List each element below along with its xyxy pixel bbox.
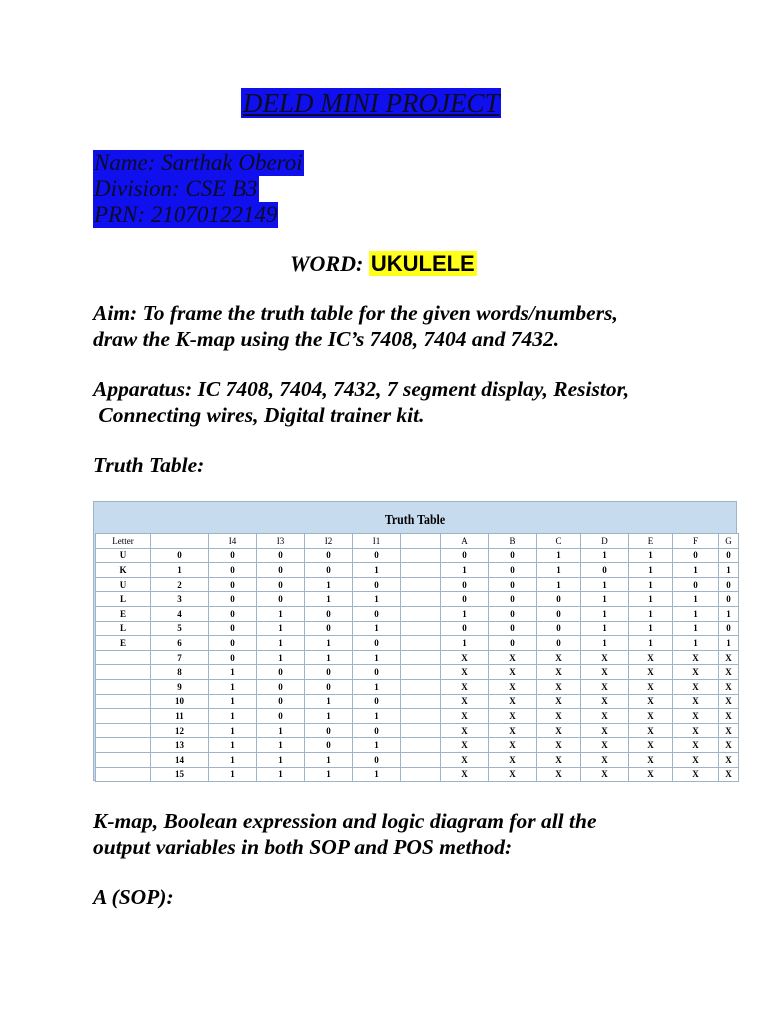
table-cell: X — [441, 723, 489, 738]
table-cell — [401, 621, 441, 636]
table-cell: 1 — [719, 636, 739, 651]
table-cell: X — [719, 679, 739, 694]
table-cell — [96, 650, 151, 665]
table-header-cell: A — [441, 534, 489, 549]
table-cell: 1 — [305, 752, 353, 767]
table-cell: 0 — [353, 694, 401, 709]
table-cell: X — [537, 709, 581, 724]
table-cell: 0 — [305, 738, 353, 753]
table-cell: 1 — [305, 709, 353, 724]
table-cell: E — [96, 606, 151, 621]
table-cell: 1 — [353, 679, 401, 694]
table-cell — [401, 577, 441, 592]
table-cell: 1 — [353, 650, 401, 665]
table-cell: 0 — [305, 723, 353, 738]
table-row — [96, 606, 739, 621]
table-cell: 0 — [209, 592, 257, 607]
apparatus-paragraph: Apparatus: IC 7408, 7404, 7432, 7 segment display, Resistor, Connecting wires, Digital trainer kit. — [93, 377, 630, 427]
table-cell: X — [629, 665, 673, 680]
table-cell: 4 — [151, 606, 209, 621]
table-cell: X — [719, 738, 739, 753]
table-cell: 0 — [209, 650, 257, 665]
document-title: DELD MINI PROJECT — [243, 88, 500, 118]
table-cell: 0 — [151, 548, 209, 563]
table-cell: 2 — [151, 577, 209, 592]
table-cell: E — [96, 636, 151, 651]
table-cell: X — [673, 679, 719, 694]
table-cell: 0 — [305, 621, 353, 636]
table-cell: 10 — [151, 694, 209, 709]
table-cell — [401, 665, 441, 680]
table-cell: 0 — [719, 548, 739, 563]
table-cell: 0 — [673, 548, 719, 563]
table-cell — [96, 723, 151, 738]
table-cell: 1 — [257, 738, 305, 753]
table-header-cell: C — [537, 534, 581, 549]
table-cell: 15 — [151, 767, 209, 782]
table-cell: X — [581, 738, 629, 753]
table-cell: 0 — [305, 563, 353, 578]
table-cell: 1 — [441, 563, 489, 578]
table-cell: 1 — [257, 650, 305, 665]
table-cell: 0 — [489, 592, 537, 607]
table-cell: 1 — [353, 738, 401, 753]
student-division: Division: CSE B3 — [94, 176, 258, 201]
table-cell — [401, 592, 441, 607]
table-header-cell: I2 — [305, 534, 353, 549]
table-row — [96, 621, 739, 636]
table-cell: X — [719, 752, 739, 767]
table-cell: X — [537, 694, 581, 709]
table-cell: 0 — [209, 621, 257, 636]
table-cell: 11 — [151, 709, 209, 724]
table-cell: 1 — [257, 606, 305, 621]
table-row — [96, 752, 739, 767]
table-row — [96, 665, 739, 680]
table-cell: 0 — [537, 592, 581, 607]
table-cell: X — [673, 738, 719, 753]
table-cell: 1 — [353, 621, 401, 636]
table-cell: L — [96, 592, 151, 607]
table-cell: X — [489, 709, 537, 724]
table-cell — [401, 606, 441, 621]
table-header-cell — [401, 534, 441, 549]
table-cell: X — [537, 665, 581, 680]
table-cell — [96, 709, 151, 724]
table-cell: X — [537, 723, 581, 738]
kmap-heading: K-map, Boolean expression and logic diagram for all the output variables in both SOP and POS method: — [93, 809, 597, 859]
table-cell: 1 — [353, 563, 401, 578]
table-cell: 0 — [257, 665, 305, 680]
table-cell: X — [629, 738, 673, 753]
table-cell — [401, 767, 441, 782]
table-cell: 0 — [305, 679, 353, 694]
table-cell — [96, 665, 151, 680]
table-cell: X — [629, 650, 673, 665]
table-cell: X — [629, 679, 673, 694]
table-header-cell: I4 — [209, 534, 257, 549]
table-cell: X — [719, 709, 739, 724]
table-header-cell: F — [673, 534, 719, 549]
table-cell: 1 — [353, 592, 401, 607]
table-cell: X — [629, 767, 673, 782]
table-cell: K — [96, 563, 151, 578]
table-cell: 1 — [257, 723, 305, 738]
table-cell — [401, 679, 441, 694]
table-cell: 1 — [305, 636, 353, 651]
table-cell: 1 — [209, 723, 257, 738]
table-row — [96, 592, 739, 607]
table-cell — [401, 723, 441, 738]
table-header-cell: Letter — [96, 534, 151, 549]
table-cell: 0 — [257, 548, 305, 563]
table-cell: 0 — [209, 606, 257, 621]
table-header-cell: B — [489, 534, 537, 549]
table-cell: 0 — [257, 694, 305, 709]
table-cell: 1 — [581, 621, 629, 636]
table-cell: 0 — [353, 723, 401, 738]
table-cell: 3 — [151, 592, 209, 607]
table-cell: X — [537, 679, 581, 694]
word-value: UKULELE — [370, 251, 475, 276]
table-cell: 0 — [441, 621, 489, 636]
table-cell: 1 — [257, 767, 305, 782]
table-cell: 0 — [489, 548, 537, 563]
table-cell: X — [537, 650, 581, 665]
table-cell: 0 — [353, 606, 401, 621]
table-cell: 0 — [305, 548, 353, 563]
table-cell: 0 — [257, 563, 305, 578]
table-cell: 9 — [151, 679, 209, 694]
table-cell: 1 — [441, 606, 489, 621]
table-cell: 0 — [537, 636, 581, 651]
table-cell: 0 — [353, 665, 401, 680]
table-row — [96, 563, 739, 578]
table-row — [96, 548, 739, 563]
table-cell: 0 — [353, 752, 401, 767]
table-cell: 1 — [305, 592, 353, 607]
table-cell — [401, 738, 441, 753]
table-cell: 6 — [151, 636, 209, 651]
table-row — [96, 767, 739, 782]
table-cell: X — [537, 767, 581, 782]
table-cell: X — [489, 665, 537, 680]
table-cell: X — [581, 709, 629, 724]
table-cell: U — [96, 548, 151, 563]
table-cell: 0 — [537, 621, 581, 636]
table-row — [96, 577, 739, 592]
table-cell: 0 — [489, 606, 537, 621]
table-cell: 0 — [489, 563, 537, 578]
table-header-cell: I3 — [257, 534, 305, 549]
table-cell: 1 — [629, 606, 673, 621]
table-cell: X — [673, 752, 719, 767]
table-cell: 1 — [673, 592, 719, 607]
table-cell: 1 — [673, 563, 719, 578]
table-cell: 0 — [257, 577, 305, 592]
table-cell: 0 — [581, 563, 629, 578]
word-label: WORD: — [290, 251, 369, 276]
table-cell: X — [581, 752, 629, 767]
table-cell: 1 — [209, 665, 257, 680]
table-cell — [96, 752, 151, 767]
truth-table-heading: Truth Table: — [93, 453, 205, 477]
table-cell: 1 — [537, 548, 581, 563]
word-line — [290, 250, 477, 278]
table-cell: X — [489, 723, 537, 738]
table-cell: 1 — [629, 548, 673, 563]
table-cell: 5 — [151, 621, 209, 636]
table-cell — [401, 694, 441, 709]
table-cell: X — [489, 679, 537, 694]
table-cell: X — [441, 767, 489, 782]
table-cell: 1 — [629, 563, 673, 578]
table-cell: 1 — [209, 752, 257, 767]
table-cell: 1 — [581, 548, 629, 563]
table-cell: 0 — [673, 577, 719, 592]
table-cell: 0 — [489, 621, 537, 636]
table-cell — [401, 650, 441, 665]
table-cell: 12 — [151, 723, 209, 738]
table-cell: 1 — [305, 694, 353, 709]
table-cell: X — [673, 694, 719, 709]
table-cell: 1 — [629, 636, 673, 651]
aim-paragraph: Aim: To frame the truth table for the given words/numbers, draw the K-map using the IC’s 7408, 7404 and 7432. — [93, 301, 618, 351]
table-header-cell: G — [719, 534, 739, 549]
table-cell: 0 — [719, 621, 739, 636]
table-cell: X — [489, 752, 537, 767]
table-cell: X — [441, 709, 489, 724]
table-cell — [401, 752, 441, 767]
table-cell: 0 — [209, 548, 257, 563]
table-cell — [401, 636, 441, 651]
table-cell: X — [581, 694, 629, 709]
table-cell: 1 — [353, 767, 401, 782]
table-cell: 0 — [257, 709, 305, 724]
table-cell — [96, 694, 151, 709]
sop-heading: A (SOP): — [93, 885, 174, 909]
table-cell: X — [629, 694, 673, 709]
table-cell: 1 — [257, 636, 305, 651]
table-cell: 1 — [629, 621, 673, 636]
student-name: Name: Sarthak Oberoi — [94, 150, 303, 175]
table-cell: 0 — [209, 563, 257, 578]
table-cell: 1 — [209, 738, 257, 753]
table-cell: L — [96, 621, 151, 636]
table-cell: 1 — [353, 709, 401, 724]
table-cell: 1 — [305, 767, 353, 782]
table-cell: X — [581, 679, 629, 694]
table-cell: X — [441, 650, 489, 665]
table-cell: X — [629, 752, 673, 767]
table-cell: X — [673, 723, 719, 738]
table-row — [96, 650, 739, 665]
table-cell: X — [719, 723, 739, 738]
table-cell: 0 — [257, 679, 305, 694]
table-cell: X — [673, 767, 719, 782]
table-cell: 0 — [719, 592, 739, 607]
table-cell: X — [489, 738, 537, 753]
table-cell: 1 — [581, 606, 629, 621]
table-cell: X — [441, 665, 489, 680]
table-cell: 1 — [257, 752, 305, 767]
table-cell: X — [673, 709, 719, 724]
table-cell: 7 — [151, 650, 209, 665]
table-cell: 0 — [489, 636, 537, 651]
table-cell: 1 — [719, 563, 739, 578]
table-cell: 0 — [441, 548, 489, 563]
table-cell: 1 — [537, 563, 581, 578]
table-cell — [401, 709, 441, 724]
table-cell: 1 — [209, 767, 257, 782]
table-cell: 1 — [581, 577, 629, 592]
table-row — [96, 636, 739, 651]
table-cell: X — [489, 650, 537, 665]
truth-table — [95, 533, 739, 782]
table-row — [96, 709, 739, 724]
table-cell: 0 — [537, 606, 581, 621]
table-header-cell: I1 — [353, 534, 401, 549]
table-cell: 8 — [151, 665, 209, 680]
table-cell: 0 — [209, 577, 257, 592]
table-cell — [401, 563, 441, 578]
table-cell: 0 — [257, 592, 305, 607]
student-prn: PRN: 21070122149 — [94, 202, 278, 227]
table-cell: 0 — [353, 548, 401, 563]
table-cell: X — [719, 665, 739, 680]
table-cell: 1 — [537, 577, 581, 592]
table-cell: X — [489, 767, 537, 782]
table-cell: 1 — [719, 606, 739, 621]
table-cell: X — [673, 665, 719, 680]
table-cell: X — [537, 738, 581, 753]
table-cell: 14 — [151, 752, 209, 767]
table-cell: 0 — [209, 636, 257, 651]
table-cell: 0 — [353, 577, 401, 592]
table-cell: 1 — [581, 636, 629, 651]
table-row — [96, 679, 739, 694]
table-cell: 0 — [305, 665, 353, 680]
table-row — [96, 723, 739, 738]
table-cell: X — [581, 723, 629, 738]
table-cell: 1 — [209, 694, 257, 709]
table-cell — [401, 548, 441, 563]
table-cell: X — [719, 767, 739, 782]
table-cell: X — [581, 767, 629, 782]
table-cell — [96, 767, 151, 782]
table-cell: 1 — [257, 621, 305, 636]
table-cell — [96, 679, 151, 694]
table-cell: 0 — [441, 592, 489, 607]
table-cell: 0 — [441, 577, 489, 592]
table-cell: 1 — [673, 621, 719, 636]
table-cell: X — [629, 723, 673, 738]
table-cell: X — [537, 752, 581, 767]
table-cell: X — [719, 650, 739, 665]
table-cell: 1 — [673, 606, 719, 621]
table-cell: 1 — [629, 577, 673, 592]
table-cell: X — [489, 694, 537, 709]
table-cell: 1 — [673, 636, 719, 651]
table-cell: 1 — [581, 592, 629, 607]
table-cell: 1 — [151, 563, 209, 578]
table-cell: 1 — [441, 636, 489, 651]
table-header-cell: D — [581, 534, 629, 549]
table-header-cell: E — [629, 534, 673, 549]
table-cell: 0 — [353, 636, 401, 651]
table-cell: X — [581, 665, 629, 680]
table-cell: 1 — [305, 650, 353, 665]
table-cell: X — [673, 650, 719, 665]
table-cell: 0 — [489, 577, 537, 592]
table-cell: X — [581, 650, 629, 665]
table-cell: 0 — [719, 577, 739, 592]
table-cell: 1 — [209, 709, 257, 724]
table-cell: 0 — [305, 606, 353, 621]
truth-table-image — [93, 501, 737, 781]
table-header-row — [96, 534, 739, 549]
table-cell: 13 — [151, 738, 209, 753]
table-cell: X — [441, 694, 489, 709]
table-header-cell — [151, 534, 209, 549]
table-cell: U — [96, 577, 151, 592]
table-row — [96, 694, 739, 709]
table-cell: 1 — [305, 577, 353, 592]
table-cell: X — [441, 738, 489, 753]
table-cell: X — [441, 679, 489, 694]
table-cell: 1 — [629, 592, 673, 607]
table-cell: X — [719, 694, 739, 709]
table-cell: X — [441, 752, 489, 767]
table-cell: 1 — [209, 679, 257, 694]
table-cell: X — [629, 709, 673, 724]
table-cell — [96, 738, 151, 753]
table-row — [96, 738, 739, 753]
truth-table-title: Truth Table — [384, 513, 446, 528]
